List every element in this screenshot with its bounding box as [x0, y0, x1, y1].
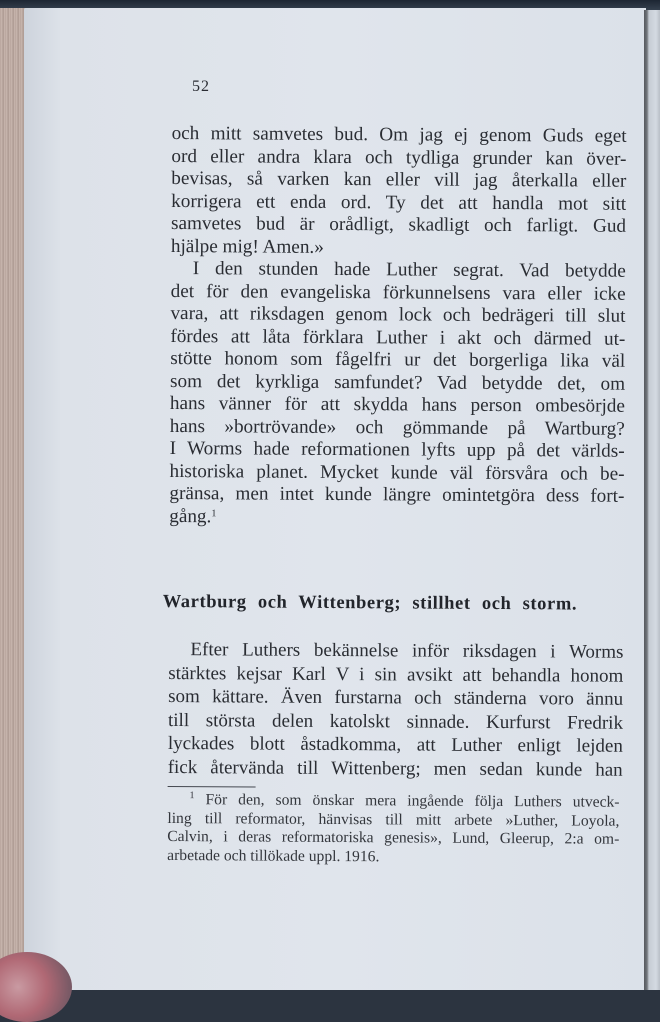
- paragraph-quote-end: [171, 123, 627, 261]
- footnote: [167, 791, 619, 868]
- text-line: lyckades blott åstadkomma, att Luther enligt lejden: [167, 732, 623, 757]
- text-line: och mitt samvetes bud. Om jag ej genom Guds eget: [171, 122, 627, 147]
- text-line: historiska planet. Mycket kunde väl försvåra och be-: [169, 460, 625, 485]
- text-line: Efter Luthers bekännelse inför riksdagen i Worms: [190, 639, 624, 663]
- text-line: vara, att riksdagen genom lock och bedrägeri till slut: [170, 302, 626, 327]
- text-line: som det kyrkliga samfundet? Vad betydde det, om: [170, 370, 626, 395]
- text-line: stötte honom som fågelfri ur det borgerliga lika väl: [170, 347, 626, 372]
- text-line: hans vänner för att skydda hans person ombesörjde: [169, 392, 626, 417]
- text-line: ling till reformator, hänvisas till mitt arbete »Luther, Loyola,: [167, 809, 620, 830]
- text-line: fick återvända till Wittenberg; men sedan kunde han: [167, 756, 623, 781]
- text-line: till största delen katolskt sinnade. Kurfurst Fredrik: [167, 709, 624, 734]
- text-line: samvetes bud är orådligt, skadligt och farligt. Gud: [170, 212, 627, 237]
- text-line: gång.: [169, 505, 212, 527]
- book-page: [24, 8, 646, 990]
- text-line: hans »bortrövande» och gömmande på Wartburg?: [169, 415, 625, 440]
- footnote-divider: [168, 786, 256, 788]
- text-line: fördes att låta förklara Luther i akt och därmed ut-: [170, 325, 626, 350]
- text-line: I den stunden hade Luther segrat. Vad betydde: [192, 258, 626, 282]
- text-line: som kättare. Även furstarna och ständerna voro ännu: [168, 685, 624, 710]
- text-line: I Worms hade reformationen lyfts upp på det världs-: [169, 437, 625, 462]
- text-line-with-footnote: [169, 505, 624, 530]
- text-line: Calvin, i deras reformatoriska genesis», Lund, Gleerup, 2:a om-: [167, 827, 620, 848]
- footnote-line-with-marker: [167, 791, 619, 812]
- text-line: bevisas, så varken kan eller vill jag återkalla eller: [171, 167, 627, 192]
- text-line: korrigera ett enda ord. Ty det att handla mot sitt: [171, 190, 627, 215]
- text-line: det för den evangeliska förkunnelsens vara eller icke: [170, 280, 626, 305]
- page-number: [192, 78, 210, 96]
- text-line: ord eller andra klara och tydliga grunder kan över-: [171, 145, 627, 170]
- text-line: gränsa, men intet kunde längre omintetgöra dess fort-: [169, 482, 625, 507]
- text-line: arbetade och tillökade uppl. 1916.: [167, 846, 380, 865]
- section-heading: Wartburg och Wittenberg; stillhet och storm.: [162, 591, 578, 615]
- text-line: hjälpe mig! Amen.»: [170, 235, 324, 258]
- paragraph-after-worms: [168, 638, 624, 782]
- text-line: För den, som önskar mera ingående följa Luthers utveck-: [205, 791, 620, 811]
- footnote-reference[interactable]: 1: [211, 507, 217, 519]
- page-stack-edge: [0, 8, 26, 990]
- footnote-marker: 1: [189, 790, 195, 802]
- paragraph-luther-victory: [169, 258, 626, 531]
- facing-page-edge: [644, 10, 660, 990]
- text-line: stärktes kejsar Karl V i sin avsikt att behandla honom: [168, 662, 624, 687]
- page-number-text: 52: [192, 78, 210, 95]
